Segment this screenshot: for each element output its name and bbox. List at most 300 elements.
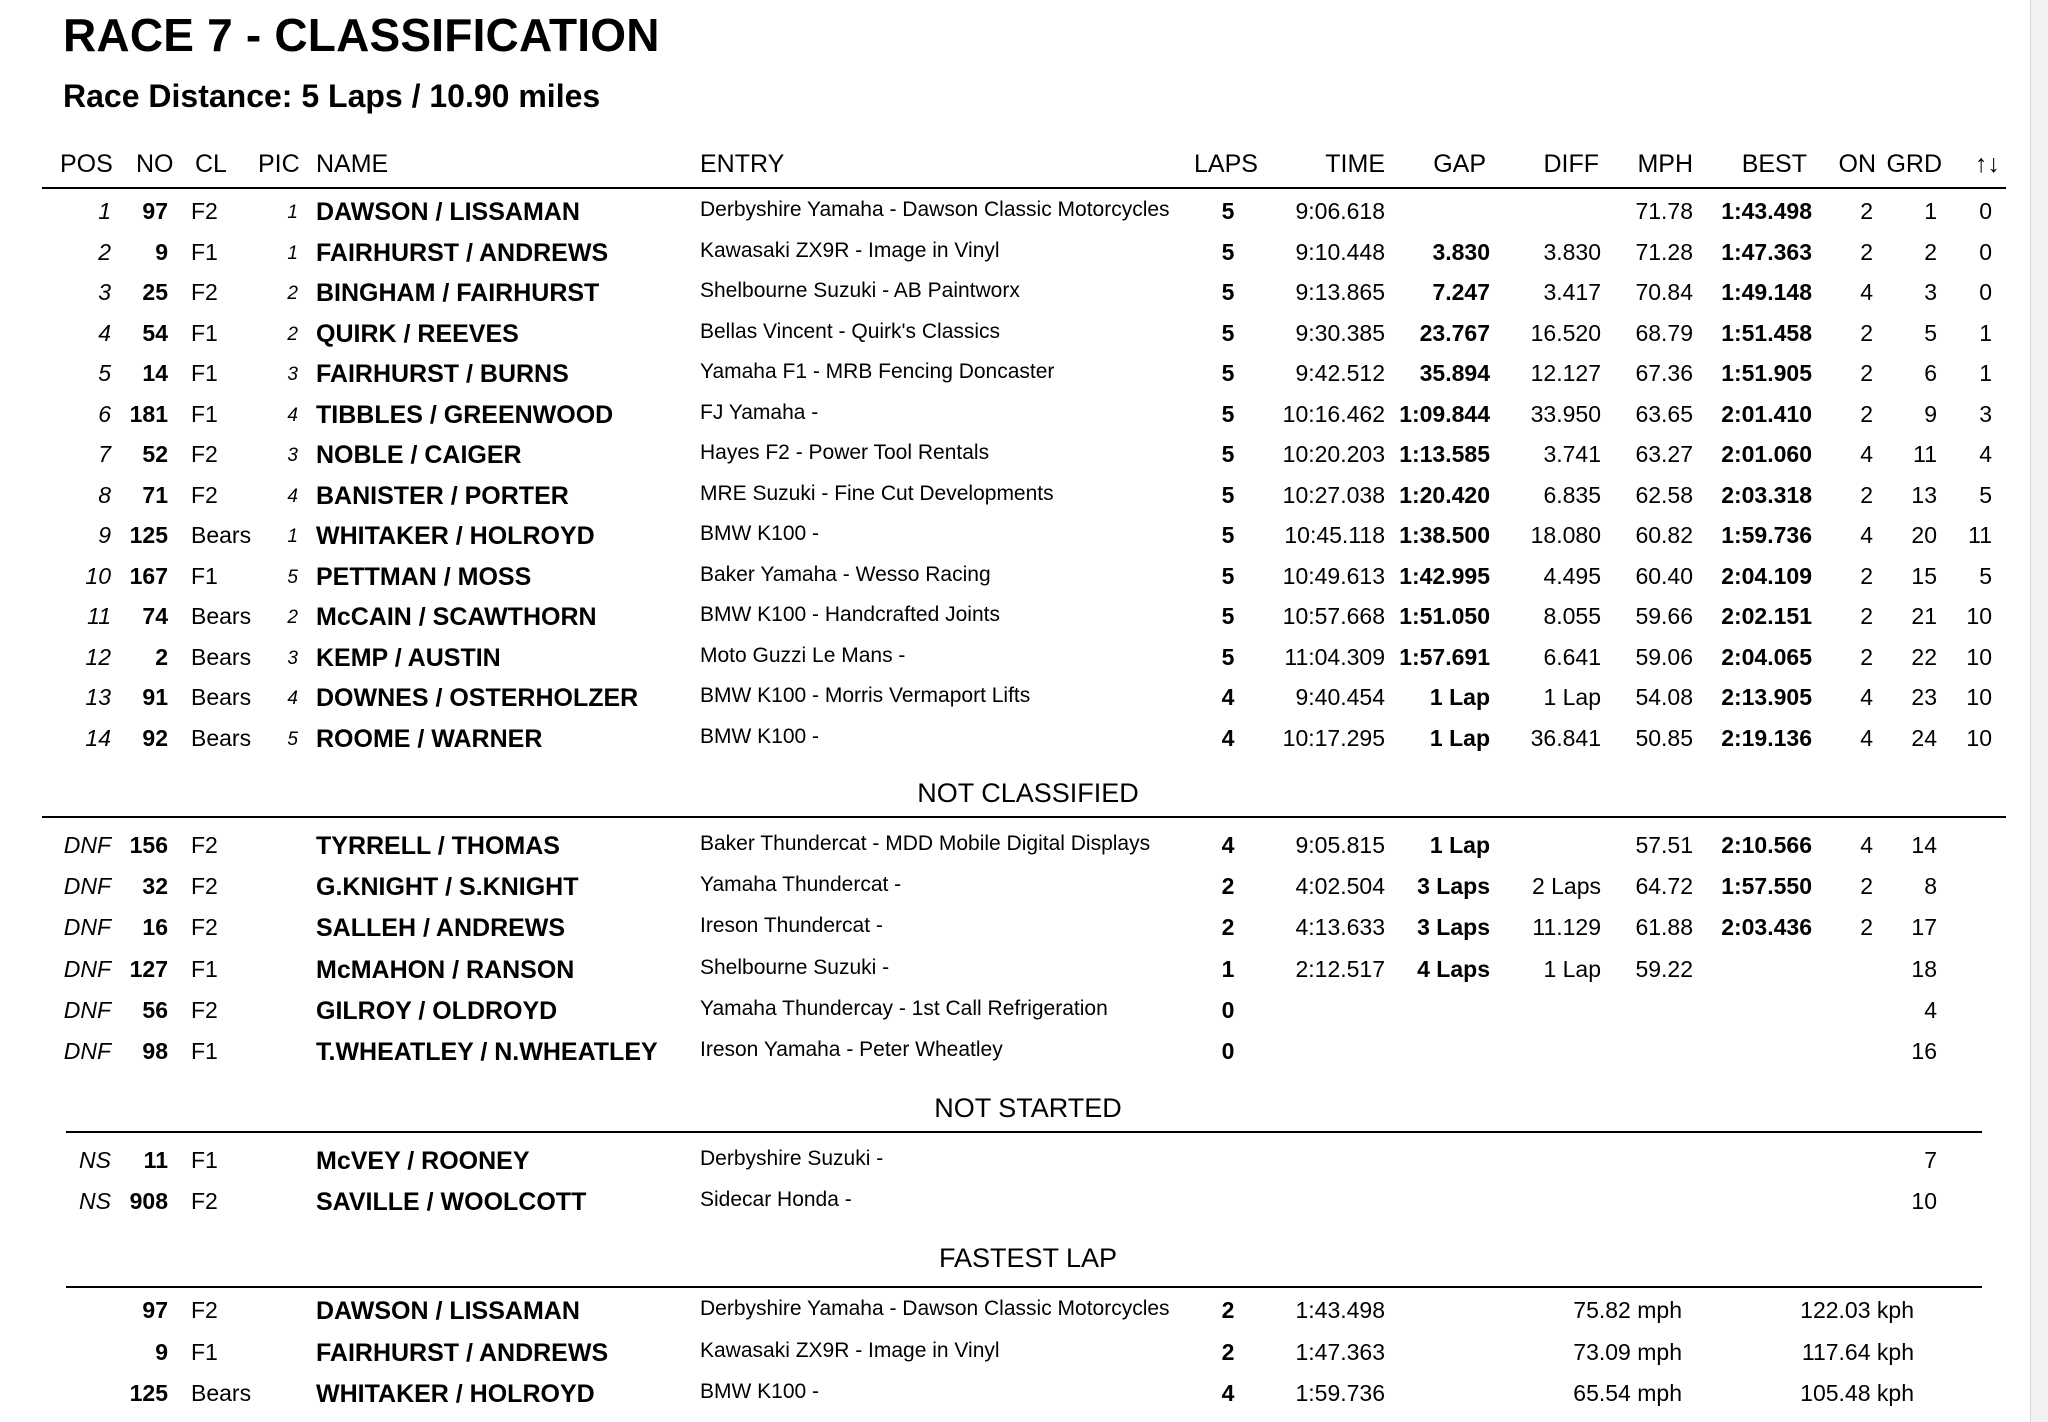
classified-row-on: 4	[1860, 441, 1873, 467]
fastest-lap-time: 1:47.363	[1295, 1338, 1385, 1365]
classified-row-diff: 1 Lap	[1543, 684, 1601, 710]
fastest-lap-lap: 2	[1221, 1338, 1235, 1365]
classified-row-change: 5	[1979, 481, 1992, 508]
classified-row-pos: 6	[98, 400, 111, 427]
not-started-row-pos: NS	[79, 1147, 111, 1173]
classified-row-laps: 5	[1221, 400, 1235, 427]
not-classified-row-pos: DNF	[63, 914, 111, 941]
classified-row-diff: 4.495	[1543, 562, 1601, 589]
classified-row-mph: 59.66	[1635, 603, 1693, 629]
not-classified-row-time: 4:02.504	[1295, 873, 1385, 900]
classified-row-entry: Baker Yamaha - Wesso Racing	[700, 562, 991, 586]
classified-row-cl: F1	[191, 319, 218, 346]
classified-row-grd: 5	[1924, 319, 1937, 346]
classified-row-gap: 1:09.844	[1399, 400, 1490, 427]
classified-row-entry: Kawasaki ZX9R - Image in Vinyl	[700, 238, 1000, 262]
classified-row-laps: 5	[1221, 238, 1235, 265]
fastest-lap-lap: 4	[1221, 1380, 1235, 1406]
classified-row-cl: Bears	[191, 684, 252, 710]
header-laps: LAPS	[1194, 150, 1258, 178]
classified-row-time: 10:27.038	[1282, 481, 1385, 508]
not-classified-row-best: 2:03.436	[1721, 914, 1812, 941]
classified-row-mph: 54.08	[1635, 684, 1693, 710]
classified-row-pos: 7	[98, 441, 111, 467]
classified-row-laps: 5	[1221, 319, 1235, 346]
classified-row-cl: Bears	[191, 724, 252, 751]
header-gap: GAP	[1433, 150, 1486, 178]
header-grd: GRD	[1886, 150, 1942, 178]
classified-row-entry: Hayes F2 - Power Tool Rentals	[700, 441, 990, 464]
not-classified-row-name: GILROY / OLDROYD	[316, 996, 558, 1025]
classified-row-laps: 4	[1221, 684, 1235, 710]
classified-row-laps: 5	[1221, 279, 1235, 305]
classified-row-pic: 5	[287, 566, 298, 588]
classified-row-change: 5	[1979, 562, 1992, 589]
classified-row-cl: F2	[191, 481, 218, 508]
classified-row-name: ROOME / WARNER	[316, 724, 543, 753]
fastest-lap-entry: Kawasaki ZX9R - Image in Vinyl	[700, 1338, 1000, 1362]
not-classified-row-on: 2	[1860, 914, 1873, 941]
fastest-lap-no: 97	[142, 1297, 168, 1323]
classified-row-time: 10:57.668	[1282, 603, 1385, 629]
not-started-row-pos: NS	[79, 1188, 111, 1214]
classified-row-grd: 21	[1911, 603, 1937, 629]
classified-row-entry: BMW K100 -	[700, 522, 820, 545]
fastest-lap-name: WHITAKER / HOLROYD	[316, 1380, 595, 1408]
not-classified-row-pos: DNF	[63, 873, 111, 900]
classified-row-laps: 5	[1221, 603, 1235, 629]
classified-row-entry: BMW K100 - Morris Vermaport Lifts	[700, 684, 1031, 707]
classified-row-mph: 50.85	[1635, 724, 1693, 751]
classified-row-grd: 1	[1924, 198, 1937, 224]
classified-row-name: NOBLE / CAIGER	[316, 441, 522, 469]
not-classified-row-entry: Shelbourne Suzuki -	[700, 955, 890, 979]
classified-row-diff: 8.055	[1543, 603, 1601, 629]
classified-row-name: BANISTER / PORTER	[316, 481, 569, 510]
classified-row-best: 2:01.410	[1721, 400, 1812, 427]
classified-row-diff: 3.417	[1543, 279, 1601, 305]
not-classified-row-entry: Baker Thundercat - MDD Mobile Digital Displays	[700, 832, 1151, 855]
classified-row-grd: 20	[1911, 522, 1937, 548]
classified-row-on: 2	[1860, 238, 1873, 265]
classified-row-mph: 60.40	[1635, 562, 1693, 589]
not-started-row-no: 908	[129, 1188, 168, 1214]
classified-row-gap: 1:57.691	[1399, 643, 1490, 670]
header-entry: ENTRY	[700, 150, 785, 178]
not-classified-row-no: 16	[142, 914, 168, 941]
not-classified-row-grd: 16	[1911, 1038, 1937, 1064]
not-classified-row-no: 56	[142, 996, 168, 1023]
classified-row-entry: MRE Suzuki - Fine Cut Developments	[700, 481, 1054, 505]
not-classified-row-grd: 8	[1924, 873, 1937, 900]
classified-row-grd: 9	[1924, 400, 1937, 427]
not-classified-row-no: 98	[142, 1038, 168, 1064]
not-started-row-grd: 7	[1924, 1147, 1937, 1173]
page-title: RACE 7 - CLASSIFICATION	[63, 9, 660, 61]
classified-row-cl: F2	[191, 279, 218, 305]
header-mph: MPH	[1637, 150, 1693, 178]
classified-row-name: QUIRK / REEVES	[316, 319, 519, 348]
not-classified-row-time: 2:12.517	[1295, 955, 1385, 982]
not-classified-row-entry: Ireson Yamaha - Peter Wheatley	[700, 1038, 1003, 1061]
classified-row-pic: 1	[287, 526, 298, 547]
classified-row-gap: 1:38.500	[1399, 522, 1490, 548]
classified-row-gap: 1 Lap	[1429, 724, 1490, 751]
classified-row-on: 4	[1860, 522, 1873, 548]
classified-row-best: 1:59.736	[1721, 522, 1812, 548]
not-classified-divider	[42, 816, 2006, 818]
fastest-lap-kph: 117.64 kph	[1801, 1338, 1914, 1365]
classified-row-mph: 59.06	[1635, 643, 1693, 670]
classified-row-name: FAIRHURST / BURNS	[316, 360, 569, 388]
not-classified-row-pos: DNF	[63, 996, 111, 1023]
not-classified-row-cl: F2	[191, 914, 218, 941]
classified-row-name: FAIRHURST / ANDREWS	[316, 238, 609, 267]
classified-row-mph: 62.58	[1635, 481, 1693, 508]
classified-row-no: 181	[129, 400, 168, 427]
classified-row-laps: 5	[1221, 481, 1235, 508]
fastest-lap-time: 1:59.736	[1295, 1380, 1385, 1406]
classified-row-pic: 3	[287, 364, 298, 385]
not-classified-row-entry: Yamaha Thundercay - 1st Call Refrigeration	[700, 996, 1108, 1020]
classified-row-best: 2:13.905	[1721, 684, 1812, 710]
not-classified-row-cl: F1	[191, 1038, 218, 1064]
not-classified-row-grd: 17	[1911, 914, 1937, 941]
not-classified-row-grd: 18	[1911, 955, 1937, 982]
fastest-lap-cl: F2	[191, 1297, 218, 1323]
classified-row-change: 10	[1966, 603, 1992, 629]
not-classified-row-name: McMAHON / RANSON	[316, 955, 575, 984]
race-distance: Race Distance: 5 Laps / 10.90 miles	[63, 78, 601, 114]
not-classified-row-laps: 2	[1221, 873, 1235, 900]
classified-row-pos: 13	[85, 684, 111, 710]
classified-row-no: 74	[142, 603, 168, 629]
classified-row-pos: 3	[98, 279, 111, 305]
classified-row-on: 2	[1860, 603, 1873, 629]
classified-row-time: 10:20.203	[1282, 441, 1385, 467]
header-name: NAME	[316, 150, 389, 178]
classified-row-change: 1	[1979, 319, 1992, 346]
not-classified-row-grd: 4	[1924, 996, 1937, 1023]
classified-row-pos: 8	[98, 481, 111, 508]
classified-row-grd: 22	[1911, 643, 1937, 670]
not-classified-row-no: 156	[129, 832, 168, 858]
classified-row-best: 2:19.136	[1721, 724, 1812, 751]
classified-row-on: 2	[1860, 481, 1873, 508]
classified-row-entry: Bellas Vincent - Quirk's Classics	[700, 319, 1001, 343]
fastest-lap-name: DAWSON / LISSAMAN	[316, 1297, 580, 1325]
header-cl: CL	[195, 150, 227, 178]
not-classified-row-time: 4:13.633	[1295, 914, 1385, 941]
classified-row-gap: 7.247	[1432, 279, 1490, 305]
classified-row-change: 1	[1979, 360, 1992, 386]
classified-row-time: 9:13.865	[1295, 279, 1385, 305]
classified-row-best: 1:51.458	[1721, 319, 1812, 346]
classified-row-entry: FJ Yamaha -	[700, 400, 819, 424]
not-started-row-name: McVEY / ROONEY	[316, 1147, 530, 1175]
classified-row-diff: 3.741	[1543, 441, 1601, 467]
not-classified-row-no: 32	[142, 873, 168, 900]
not-classified-row-mph: 61.88	[1635, 914, 1693, 941]
not-classified-row-cl: F1	[191, 955, 218, 982]
classified-row-no: 14	[142, 360, 168, 386]
not-classified-row-laps: 2	[1221, 914, 1235, 941]
classified-row-no: 71	[142, 481, 168, 508]
header-on: ON	[1838, 150, 1876, 178]
not-started-row-cl: F1	[191, 1147, 218, 1173]
not-classified-row-on: 4	[1860, 832, 1873, 858]
not-classified-row-pos: DNF	[63, 955, 111, 982]
not-classified-row-name: G.KNIGHT / S.KNIGHT	[316, 873, 579, 902]
classified-row-gap: 1:20.420	[1399, 481, 1490, 508]
classified-row-mph: 63.27	[1635, 441, 1693, 467]
not-classified-row-cl: F2	[191, 996, 218, 1023]
header-pos: POS	[60, 150, 113, 178]
classified-row-on: 2	[1860, 198, 1873, 224]
fastest-lap-time: 1:43.498	[1295, 1297, 1385, 1323]
classified-row-mph: 67.36	[1635, 360, 1693, 386]
fastest-lap-kph: 105.48 kph	[1800, 1380, 1914, 1406]
classified-row-grd: 3	[1924, 279, 1937, 305]
header-no: NO	[136, 150, 174, 178]
fastest-lap-mph: 65.54 mph	[1573, 1380, 1682, 1406]
classified-row-time: 10:17.295	[1282, 724, 1385, 751]
not-classified-row-diff: 11.129	[1532, 914, 1601, 941]
classified-row-cl: Bears	[191, 603, 252, 629]
classified-row-mph: 70.84	[1635, 279, 1693, 305]
not-classified-row-pos: DNF	[63, 1038, 111, 1064]
classified-row-diff: 3.830	[1543, 238, 1601, 265]
not-started-row-grd: 10	[1911, 1188, 1937, 1214]
classified-row-change: 10	[1966, 684, 1992, 710]
not-classified-row-gap: 4 Laps	[1417, 955, 1490, 982]
classified-row-no: 54	[142, 319, 168, 346]
classified-row-gap: 1:51.050	[1399, 603, 1490, 629]
not-started-divider	[66, 1131, 1982, 1133]
classified-row-mph: 71.78	[1635, 198, 1693, 224]
classified-row-laps: 5	[1221, 360, 1235, 386]
classified-row-pic: 4	[287, 688, 298, 709]
fastest-lap-kph: 122.03 kph	[1800, 1297, 1914, 1323]
classified-row-time: 10:49.613	[1282, 562, 1385, 589]
classified-row-change: 11	[1968, 522, 1992, 548]
classified-row-entry: BMW K100 - Handcrafted Joints	[700, 603, 1000, 626]
classified-row-best: 2:03.318	[1721, 481, 1812, 508]
section-fastest-lap: FASTEST LAP	[938, 1243, 1118, 1273]
classified-row-pic: 5	[287, 728, 298, 750]
classified-row-pos: 5	[98, 360, 111, 386]
classified-row-pic: 1	[287, 202, 298, 223]
classified-row-change: 0	[1979, 279, 1992, 305]
classified-row-cl: F1	[191, 360, 218, 386]
classified-row-on: 2	[1860, 319, 1873, 346]
classified-row-time: 11:04.309	[1284, 643, 1385, 670]
classified-row-name: PETTMAN / MOSS	[316, 562, 532, 591]
classified-row-pos: 11	[87, 603, 111, 629]
fastest-lap-mph: 73.09 mph	[1573, 1338, 1682, 1365]
classified-row-cl: F1	[191, 400, 218, 427]
classified-row-pic: 3	[287, 647, 298, 669]
classified-row-on: 4	[1860, 684, 1873, 710]
classified-row-grd: 23	[1911, 684, 1937, 710]
classified-row-on: 4	[1860, 279, 1873, 305]
classified-row-name: TIBBLES / GREENWOOD	[316, 400, 614, 429]
not-started-row-name: SAVILLE / WOOLCOTT	[316, 1188, 587, 1216]
classified-row-no: 97	[142, 198, 168, 224]
not-classified-row-grd: 14	[1911, 832, 1937, 858]
classified-row-no: 125	[129, 522, 168, 548]
classified-row-mph: 60.82	[1635, 522, 1693, 548]
classified-row-name: KEMP / AUSTIN	[316, 643, 501, 672]
classified-row-change: 10	[1966, 724, 1992, 751]
classified-row-best: 1:43.498	[1721, 198, 1812, 224]
not-classified-row-name: T.WHEATLEY / N.WHEATLEY	[316, 1038, 658, 1066]
classified-row-time: 10:16.462	[1282, 400, 1385, 427]
classified-row-pos: 12	[85, 643, 111, 670]
classified-row-cl: Bears	[191, 643, 252, 670]
classified-row-pic: 1	[287, 242, 298, 264]
classified-row-diff: 36.841	[1530, 724, 1601, 751]
classified-row-diff: 12.127	[1530, 360, 1601, 386]
classified-row-laps: 5	[1221, 198, 1235, 224]
classified-row-laps: 4	[1221, 724, 1235, 751]
classified-row-no: 92	[142, 724, 168, 751]
classified-row-name: McCAIN / SCAWTHORN	[316, 603, 597, 631]
not-started-row-entry: Sidecar Honda -	[700, 1188, 852, 1211]
classified-row-pos: 10	[85, 562, 111, 589]
not-classified-row-gap: 3 Laps	[1417, 873, 1490, 900]
classified-row-change: 10	[1966, 643, 1992, 670]
not-classified-row-entry: Yamaha Thundercat -	[700, 873, 902, 897]
not-classified-row-cl: F2	[191, 873, 218, 900]
classified-row-mph: 71.28	[1635, 238, 1693, 265]
classified-row-no: 52	[142, 441, 168, 467]
classified-row-cl: Bears	[191, 522, 252, 548]
not-classified-row-best: 2:10.566	[1721, 832, 1812, 858]
classified-row-change: 0	[1979, 198, 1992, 224]
not-classified-row-diff: 1 Lap	[1543, 955, 1601, 982]
fastest-lap-divider	[66, 1286, 1982, 1288]
classified-row-on: 2	[1860, 643, 1873, 670]
not-started-row-cl: F2	[191, 1188, 218, 1214]
fastest-lap-entry: Derbyshire Yamaha - Dawson Classic Motorcycles	[700, 1297, 1170, 1320]
classified-row-pos: 4	[98, 319, 111, 346]
fastest-lap-name: FAIRHURST / ANDREWS	[316, 1338, 609, 1367]
classified-row-no: 167	[129, 562, 168, 589]
classified-row-best: 1:47.363	[1721, 238, 1812, 265]
classified-row-best: 1:51.905	[1721, 360, 1812, 386]
not-classified-row-mph: 59.22	[1635, 955, 1693, 982]
classified-row-pos: 1	[98, 198, 111, 224]
classified-row-entry: Moto Guzzi Le Mans -	[700, 643, 906, 667]
classified-row-time: 9:06.618	[1295, 198, 1385, 224]
classified-row-change: 0	[1979, 238, 1992, 265]
classified-row-grd: 24	[1911, 724, 1937, 751]
classified-row-cl: F2	[191, 441, 218, 467]
classified-row-best: 1:49.148	[1721, 279, 1812, 305]
header-pic: PIC	[258, 150, 300, 178]
fastest-lap-cl: Bears	[191, 1380, 252, 1406]
not-started-row-no: 11	[143, 1147, 168, 1173]
not-classified-row-laps: 0	[1221, 1038, 1235, 1064]
classified-row-best: 2:04.109	[1721, 562, 1812, 589]
section-not-classified: NOT CLASSIFIED	[917, 778, 1139, 808]
classified-row-name: DAWSON / LISSAMAN	[316, 198, 580, 226]
classified-row-laps: 5	[1221, 562, 1235, 589]
classified-row-entry: Derbyshire Yamaha - Dawson Classic Motorcycles	[700, 198, 1170, 221]
classified-row-best: 2:04.065	[1721, 643, 1812, 670]
not-classified-row-mph: 64.72	[1635, 873, 1693, 900]
not-classified-row-gap: 3 Laps	[1417, 914, 1490, 941]
not-classified-row-no: 127	[129, 955, 168, 982]
not-classified-row-gap: 1 Lap	[1429, 832, 1490, 858]
classified-row-on: 4	[1860, 724, 1873, 751]
classified-row-diff: 6.641	[1543, 643, 1601, 670]
not-classified-row-laps: 4	[1221, 832, 1235, 858]
classified-row-diff: 18.080	[1530, 522, 1601, 548]
classified-row-no: 2	[155, 643, 168, 670]
not-classified-row-entry: Ireson Thundercat -	[700, 914, 883, 938]
classified-row-pic: 3	[287, 445, 298, 466]
section-not-started: NOT STARTED	[934, 1093, 1122, 1123]
classified-row-pic: 4	[287, 485, 298, 507]
header-best: BEST	[1741, 150, 1807, 178]
classified-row-diff: 33.950	[1530, 400, 1601, 427]
classified-row-change: 3	[1979, 400, 1992, 427]
classified-row-pic: 4	[287, 404, 298, 426]
classified-row-grd: 15	[1911, 562, 1937, 589]
not-started-row-entry: Derbyshire Suzuki -	[700, 1147, 884, 1170]
header-change: ↑↓	[1975, 150, 2000, 178]
not-classified-row-pos: DNF	[63, 832, 111, 858]
classified-row-gap: 1 Lap	[1429, 684, 1490, 710]
fastest-lap-no: 125	[129, 1380, 168, 1406]
not-classified-row-mph: 57.51	[1635, 832, 1693, 858]
fastest-lap-no: 9	[155, 1338, 168, 1365]
classified-row-mph: 63.65	[1635, 400, 1693, 427]
not-classified-row-diff: 2 Laps	[1531, 873, 1601, 900]
fastest-lap-lap: 2	[1221, 1297, 1235, 1323]
classified-row-laps: 5	[1221, 522, 1235, 548]
classified-row-no: 91	[142, 684, 168, 710]
not-classified-row-laps: 0	[1221, 996, 1235, 1023]
classified-row-gap: 3.830	[1432, 238, 1490, 265]
classified-row-entry: Yamaha F1 - MRB Fencing Doncaster	[700, 360, 1055, 383]
classified-row-mph: 68.79	[1635, 319, 1693, 346]
classified-row-pic: 2	[287, 323, 298, 345]
not-classified-row-name: SALLEH / ANDREWS	[316, 914, 566, 943]
classified-row-gap: 23.767	[1419, 319, 1490, 346]
header-divider	[42, 187, 2006, 189]
classified-row-diff: 16.520	[1530, 319, 1601, 346]
classified-row-pic: 2	[287, 283, 298, 304]
classified-row-pos: 9	[98, 522, 111, 548]
classified-row-laps: 5	[1221, 643, 1235, 670]
fastest-lap-mph: 75.82 mph	[1573, 1297, 1682, 1323]
classified-row-time: 9:42.512	[1295, 360, 1385, 386]
classified-row-change: 4	[1979, 441, 1992, 467]
classified-row-pos: 2	[98, 238, 111, 265]
classified-row-best: 2:01.060	[1721, 441, 1812, 467]
classified-row-cl: F2	[191, 198, 218, 224]
classified-row-cl: F1	[191, 238, 218, 265]
classified-row-gap: 35.894	[1419, 360, 1490, 386]
classified-row-grd: 13	[1911, 481, 1937, 508]
classified-row-time: 9:40.454	[1295, 684, 1385, 710]
classified-row-grd: 6	[1924, 360, 1937, 386]
classified-row-no: 9	[155, 238, 168, 265]
not-classified-row-best: 1:57.550	[1721, 873, 1812, 900]
